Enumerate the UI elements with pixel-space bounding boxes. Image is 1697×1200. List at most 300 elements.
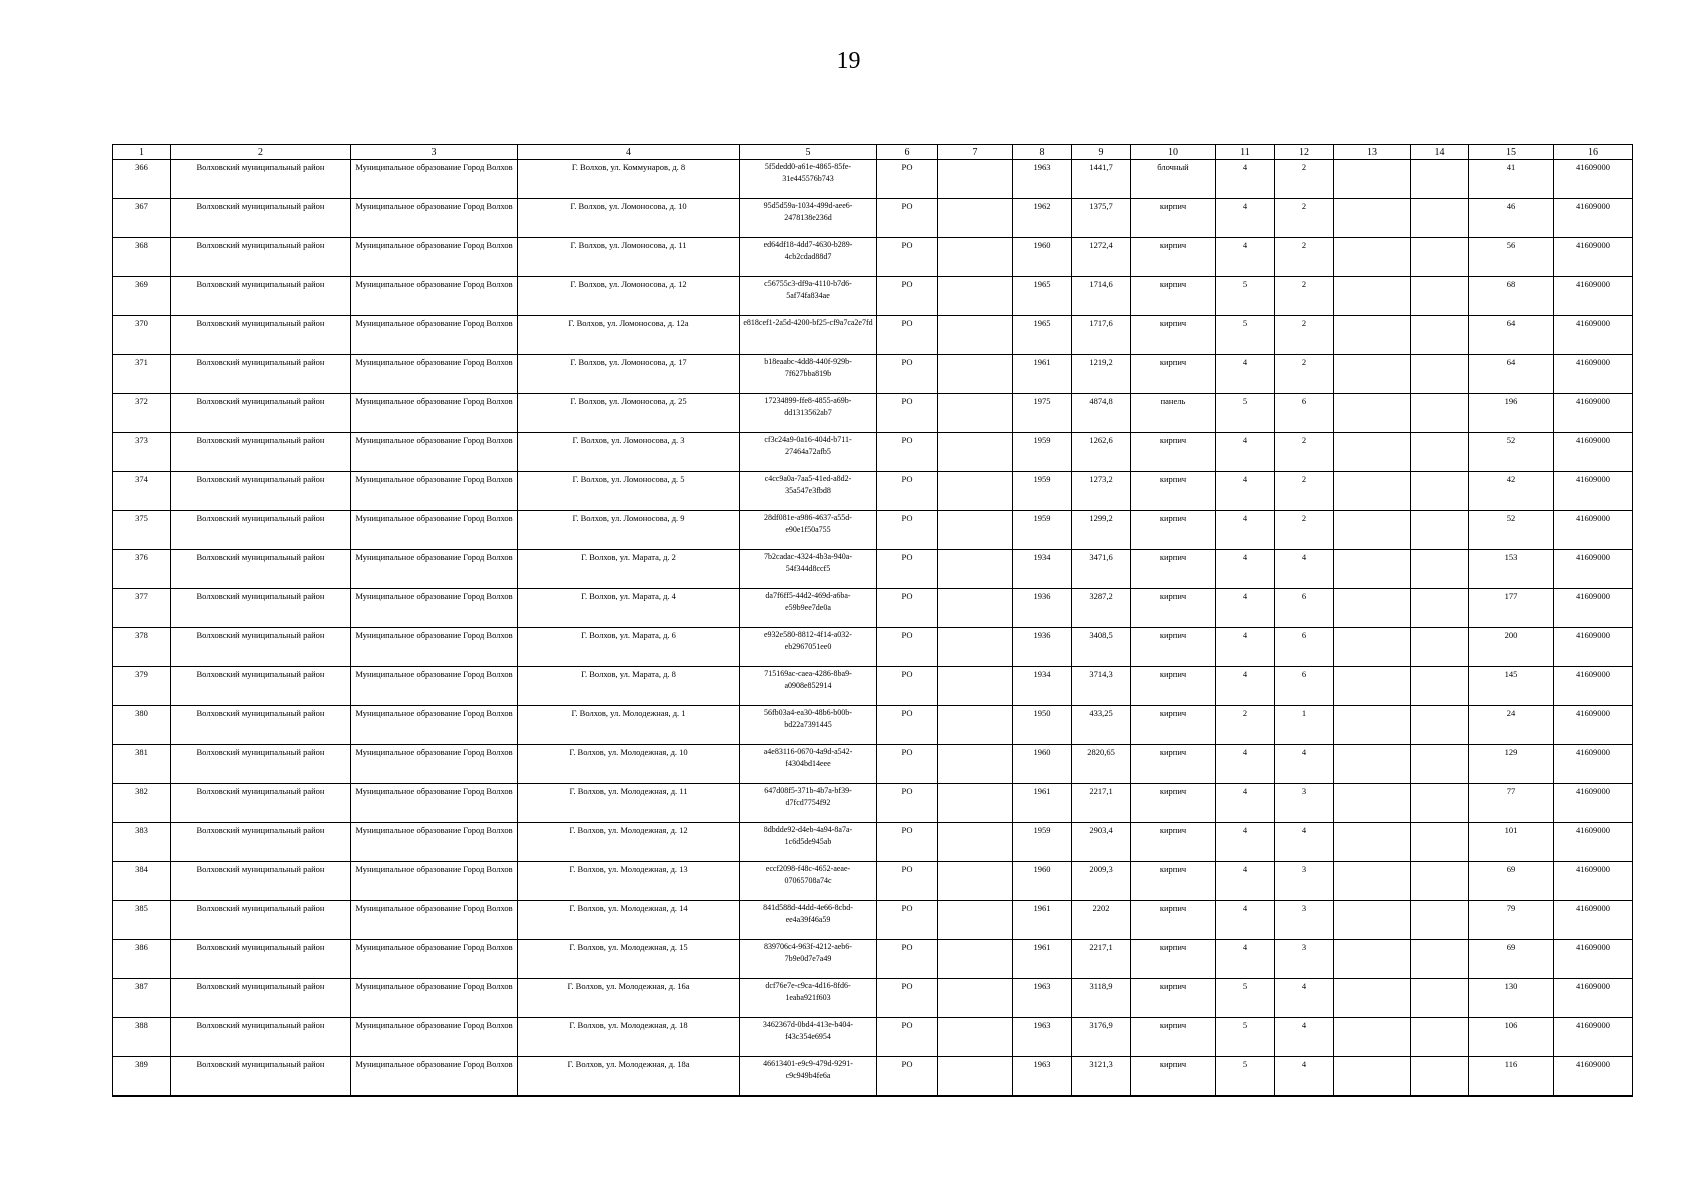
cell-wall-material: кирпич [1131, 277, 1216, 316]
cell-col-14 [1411, 823, 1469, 862]
cell-year-built: 1950 [1013, 706, 1072, 745]
cell-fund-type: РО [877, 862, 938, 901]
cell-oktmo-code: 41609000 [1554, 862, 1633, 901]
cell-object-guid: b18eaabc-4dd8-440f-929b-7f627bba819b [740, 355, 877, 394]
cell-col-14 [1411, 394, 1469, 433]
cell-year-built: 1961 [1013, 940, 1072, 979]
cell-fund-type: РО [877, 550, 938, 589]
cell-district: Волховский муниципальный район [171, 1018, 351, 1057]
cell-year-built: 1963 [1013, 160, 1072, 199]
table-row [113, 472, 1633, 511]
column-header-col-7: 7 [938, 145, 1013, 160]
cell-col-13 [1334, 277, 1411, 316]
cell-entrances: 2 [1275, 277, 1334, 316]
cell-col-14 [1411, 550, 1469, 589]
column-header-col-13: 13 [1334, 145, 1411, 160]
cell-municipality: Муниципальное образование Город Волхов [351, 979, 518, 1018]
cell-area: 1262,6 [1072, 433, 1131, 472]
cell-entrances: 3 [1275, 940, 1334, 979]
cell-floors: 4 [1216, 589, 1275, 628]
cell-oktmo-code: 41609000 [1554, 511, 1633, 550]
cell-address: Г. Волхов, ул. Марата, д. 4 [518, 589, 740, 628]
cell-district: Волховский муниципальный район [171, 1057, 351, 1097]
cell-entrances: 4 [1275, 550, 1334, 589]
table-row [113, 277, 1633, 316]
cell-address: Г. Волхов, ул. Ломоносова, д. 5 [518, 472, 740, 511]
table-row [113, 667, 1633, 706]
cell-col-7 [938, 511, 1013, 550]
cell-row-number: 376 [113, 550, 171, 589]
cell-entrances: 3 [1275, 901, 1334, 940]
cell-area: 2217,1 [1072, 784, 1131, 823]
cell-district: Волховский муниципальный район [171, 589, 351, 628]
cell-year-built: 1959 [1013, 511, 1072, 550]
table-row [113, 745, 1633, 784]
cell-col-14 [1411, 160, 1469, 199]
cell-wall-material: кирпич [1131, 1018, 1216, 1057]
cell-floors: 4 [1216, 745, 1275, 784]
cell-district: Волховский муниципальный район [171, 472, 351, 511]
cell-area: 2903,4 [1072, 823, 1131, 862]
cell-address: Г. Волхов, ул. Марата, д. 6 [518, 628, 740, 667]
cell-floors: 4 [1216, 472, 1275, 511]
cell-col-14 [1411, 589, 1469, 628]
cell-floors: 4 [1216, 160, 1275, 199]
cell-row-number: 370 [113, 316, 171, 355]
cell-wall-material: кирпич [1131, 901, 1216, 940]
cell-col-14 [1411, 472, 1469, 511]
cell-address: Г. Волхов, ул. Молодежная, д. 18 [518, 1018, 740, 1057]
cell-floors: 4 [1216, 628, 1275, 667]
cell-year-built: 1963 [1013, 979, 1072, 1018]
cell-floors: 4 [1216, 355, 1275, 394]
cell-floors: 4 [1216, 667, 1275, 706]
cell-col-13 [1334, 511, 1411, 550]
cell-district: Волховский муниципальный район [171, 667, 351, 706]
cell-area: 2217,1 [1072, 940, 1131, 979]
cell-floors: 4 [1216, 784, 1275, 823]
cell-area: 1717,6 [1072, 316, 1131, 355]
cell-row-number: 368 [113, 238, 171, 277]
cell-fund-type: РО [877, 667, 938, 706]
cell-entrances: 6 [1275, 589, 1334, 628]
cell-col-13 [1334, 823, 1411, 862]
cell-col-13 [1334, 160, 1411, 199]
cell-municipality: Муниципальное образование Город Волхов [351, 862, 518, 901]
cell-year-built: 1961 [1013, 784, 1072, 823]
column-header-fund-type: 6 [877, 145, 938, 160]
cell-address: Г. Волхов, ул. Молодежная, д. 18а [518, 1057, 740, 1097]
cell-area: 2009,3 [1072, 862, 1131, 901]
cell-district: Волховский муниципальный район [171, 277, 351, 316]
cell-area: 1272,4 [1072, 238, 1131, 277]
cell-apartments: 46 [1469, 199, 1554, 238]
cell-entrances: 4 [1275, 745, 1334, 784]
cell-municipality: Муниципальное образование Город Волхов [351, 706, 518, 745]
cell-row-number: 372 [113, 394, 171, 433]
cell-year-built: 1959 [1013, 472, 1072, 511]
cell-row-number: 375 [113, 511, 171, 550]
cell-fund-type: РО [877, 979, 938, 1018]
cell-wall-material: блочный [1131, 160, 1216, 199]
cell-row-number: 385 [113, 901, 171, 940]
cell-entrances: 3 [1275, 784, 1334, 823]
cell-col-13 [1334, 589, 1411, 628]
cell-floors: 4 [1216, 823, 1275, 862]
cell-object-guid: 5f5dedd0-a61e-4865-85fe-31e445576b743 [740, 160, 877, 199]
column-header-apartments: 15 [1469, 145, 1554, 160]
cell-col-14 [1411, 784, 1469, 823]
cell-col-14 [1411, 199, 1469, 238]
cell-floors: 5 [1216, 316, 1275, 355]
cell-col-14 [1411, 355, 1469, 394]
cell-district: Волховский муниципальный район [171, 355, 351, 394]
cell-apartments: 196 [1469, 394, 1554, 433]
cell-address: Г. Волхов, ул. Ломоносова, д. 25 [518, 394, 740, 433]
cell-municipality: Муниципальное образование Город Волхов [351, 550, 518, 589]
cell-col-7 [938, 745, 1013, 784]
cell-fund-type: РО [877, 745, 938, 784]
column-header-oktmo-code: 16 [1554, 145, 1633, 160]
cell-col-7 [938, 901, 1013, 940]
cell-area: 4874,8 [1072, 394, 1131, 433]
cell-col-13 [1334, 901, 1411, 940]
cell-district: Волховский муниципальный район [171, 238, 351, 277]
cell-entrances: 3 [1275, 862, 1334, 901]
table-row [113, 901, 1633, 940]
cell-year-built: 1936 [1013, 628, 1072, 667]
cell-apartments: 52 [1469, 433, 1554, 472]
cell-municipality: Муниципальное образование Город Волхов [351, 472, 518, 511]
column-header-area: 9 [1072, 145, 1131, 160]
column-header-municipality: 3 [351, 145, 518, 160]
cell-row-number: 387 [113, 979, 171, 1018]
column-header-floors: 11 [1216, 145, 1275, 160]
cell-col-13 [1334, 940, 1411, 979]
cell-year-built: 1963 [1013, 1018, 1072, 1057]
table-row [113, 550, 1633, 589]
cell-object-guid: 715169ac-caea-4286-8ba9-a0908e852914 [740, 667, 877, 706]
cell-row-number: 379 [113, 667, 171, 706]
cell-district: Волховский муниципальный район [171, 979, 351, 1018]
cell-wall-material: кирпич [1131, 784, 1216, 823]
cell-fund-type: РО [877, 238, 938, 277]
cell-entrances: 6 [1275, 628, 1334, 667]
cell-fund-type: РО [877, 160, 938, 199]
cell-entrances: 6 [1275, 667, 1334, 706]
cell-object-guid: 17234899-ffe8-4855-a69b-dd1313562ab7 [740, 394, 877, 433]
cell-row-number: 384 [113, 862, 171, 901]
cell-floors: 4 [1216, 511, 1275, 550]
cell-row-number: 373 [113, 433, 171, 472]
cell-object-guid: 56fb03a4-ea30-48b6-b00b-bd22a7391445 [740, 706, 877, 745]
cell-object-guid: a4e83116-0670-4a9d-a542-f4304bd14eee [740, 745, 877, 784]
cell-fund-type: РО [877, 511, 938, 550]
cell-area: 1219,2 [1072, 355, 1131, 394]
cell-object-guid: 8dbdde92-d4eb-4a94-8a7a-1c6d5de945ab [740, 823, 877, 862]
cell-object-guid: 3462367d-0bd4-413e-b404-f43c354e6954 [740, 1018, 877, 1057]
column-header-district: 2 [171, 145, 351, 160]
cell-wall-material: кирпич [1131, 472, 1216, 511]
table-row [113, 940, 1633, 979]
cell-col-7 [938, 979, 1013, 1018]
cell-address: Г. Волхов, ул. Ломоносова, д. 3 [518, 433, 740, 472]
cell-apartments: 177 [1469, 589, 1554, 628]
cell-oktmo-code: 41609000 [1554, 550, 1633, 589]
cell-object-guid: 841d588d-44dd-4e66-8cbd-ee4a39f46a59 [740, 901, 877, 940]
cell-object-guid: c4cc9a0a-7aa5-41ed-a8d2-35a547e3fbd8 [740, 472, 877, 511]
cell-col-14 [1411, 1018, 1469, 1057]
cell-wall-material: кирпич [1131, 550, 1216, 589]
cell-municipality: Муниципальное образование Город Волхов [351, 628, 518, 667]
cell-wall-material: кирпич [1131, 1057, 1216, 1097]
cell-col-13 [1334, 550, 1411, 589]
cell-oktmo-code: 41609000 [1554, 355, 1633, 394]
cell-col-14 [1411, 316, 1469, 355]
column-header-row-number: 1 [113, 145, 171, 160]
cell-col-7 [938, 940, 1013, 979]
cell-oktmo-code: 41609000 [1554, 160, 1633, 199]
cell-wall-material: панель [1131, 394, 1216, 433]
cell-apartments: 130 [1469, 979, 1554, 1018]
table-row [113, 160, 1633, 199]
cell-apartments: 129 [1469, 745, 1554, 784]
cell-fund-type: РО [877, 1057, 938, 1097]
table-row [113, 238, 1633, 277]
cell-floors: 4 [1216, 862, 1275, 901]
table-row [113, 199, 1633, 238]
cell-col-14 [1411, 277, 1469, 316]
cell-municipality: Муниципальное образование Город Волхов [351, 394, 518, 433]
cell-district: Волховский муниципальный район [171, 628, 351, 667]
cell-object-guid: e818cef1-2a5d-4200-bf25-cf9a7ca2e7fd [740, 316, 877, 355]
cell-col-7 [938, 706, 1013, 745]
cell-col-7 [938, 355, 1013, 394]
cell-col-7 [938, 238, 1013, 277]
cell-fund-type: РО [877, 316, 938, 355]
cell-apartments: 68 [1469, 277, 1554, 316]
cell-floors: 4 [1216, 901, 1275, 940]
cell-floors: 5 [1216, 277, 1275, 316]
cell-district: Волховский муниципальный район [171, 706, 351, 745]
column-header-wall-material: 10 [1131, 145, 1216, 160]
table-row [113, 823, 1633, 862]
cell-col-7 [938, 160, 1013, 199]
cell-col-14 [1411, 940, 1469, 979]
cell-object-guid: e932e580-8812-4f14-a032-eb2967051ee0 [740, 628, 877, 667]
cell-year-built: 1960 [1013, 238, 1072, 277]
cell-fund-type: РО [877, 199, 938, 238]
cell-municipality: Муниципальное образование Город Волхов [351, 433, 518, 472]
cell-address: Г. Волхов, ул. Молодежная, д. 14 [518, 901, 740, 940]
cell-oktmo-code: 41609000 [1554, 784, 1633, 823]
cell-object-guid: da7f6ff5-44d2-469d-a6ba-e59b9ee7de0a [740, 589, 877, 628]
cell-district: Волховский муниципальный район [171, 199, 351, 238]
column-header-entrances: 12 [1275, 145, 1334, 160]
cell-year-built: 1959 [1013, 433, 1072, 472]
cell-apartments: 69 [1469, 862, 1554, 901]
cell-entrances: 4 [1275, 979, 1334, 1018]
cell-col-14 [1411, 706, 1469, 745]
cell-wall-material: кирпич [1131, 706, 1216, 745]
cell-municipality: Муниципальное образование Город Волхов [351, 160, 518, 199]
cell-municipality: Муниципальное образование Город Волхов [351, 316, 518, 355]
cell-col-13 [1334, 238, 1411, 277]
cell-floors: 4 [1216, 433, 1275, 472]
cell-municipality: Муниципальное образование Город Волхов [351, 199, 518, 238]
cell-apartments: 64 [1469, 316, 1554, 355]
cell-wall-material: кирпич [1131, 589, 1216, 628]
table-row [113, 511, 1633, 550]
cell-municipality: Муниципальное образование Город Волхов [351, 667, 518, 706]
cell-oktmo-code: 41609000 [1554, 940, 1633, 979]
table-row [113, 706, 1633, 745]
cell-wall-material: кирпич [1131, 316, 1216, 355]
cell-col-14 [1411, 667, 1469, 706]
cell-oktmo-code: 41609000 [1554, 316, 1633, 355]
cell-row-number: 377 [113, 589, 171, 628]
cell-row-number: 366 [113, 160, 171, 199]
cell-col-7 [938, 550, 1013, 589]
cell-wall-material: кирпич [1131, 199, 1216, 238]
cell-fund-type: РО [877, 394, 938, 433]
cell-apartments: 64 [1469, 355, 1554, 394]
cell-col-7 [938, 199, 1013, 238]
cell-fund-type: РО [877, 823, 938, 862]
cell-row-number: 369 [113, 277, 171, 316]
cell-apartments: 200 [1469, 628, 1554, 667]
cell-year-built: 1960 [1013, 745, 1072, 784]
cell-object-guid: dcf76e7e-c9ca-4d16-8fd6-1eaba921f603 [740, 979, 877, 1018]
cell-row-number: 389 [113, 1057, 171, 1097]
cell-col-7 [938, 277, 1013, 316]
cell-municipality: Муниципальное образование Город Волхов [351, 238, 518, 277]
cell-entrances: 4 [1275, 1018, 1334, 1057]
cell-address: Г. Волхов, ул. Молодежная, д. 1 [518, 706, 740, 745]
cell-col-13 [1334, 628, 1411, 667]
cell-col-13 [1334, 394, 1411, 433]
cell-object-guid: eccf2098-f48c-4652-aeae-07065708a74c [740, 862, 877, 901]
page-number: 19 [836, 48, 861, 74]
cell-oktmo-code: 41609000 [1554, 472, 1633, 511]
cell-oktmo-code: 41609000 [1554, 706, 1633, 745]
cell-area: 3471,6 [1072, 550, 1131, 589]
cell-floors: 4 [1216, 940, 1275, 979]
cell-municipality: Муниципальное образование Город Волхов [351, 589, 518, 628]
table-row [113, 862, 1633, 901]
cell-wall-material: кирпич [1131, 745, 1216, 784]
cell-wall-material: кирпич [1131, 238, 1216, 277]
cell-oktmo-code: 41609000 [1554, 667, 1633, 706]
cell-municipality: Муниципальное образование Город Волхов [351, 784, 518, 823]
cell-address: Г. Волхов, ул. Молодежная, д. 11 [518, 784, 740, 823]
cell-entrances: 1 [1275, 706, 1334, 745]
cell-year-built: 1975 [1013, 394, 1072, 433]
cell-col-13 [1334, 433, 1411, 472]
cell-floors: 5 [1216, 979, 1275, 1018]
cell-area: 433,25 [1072, 706, 1131, 745]
cell-col-13 [1334, 355, 1411, 394]
cell-object-guid: 839706c4-963f-4212-aeb6-7b9e0d7e7a49 [740, 940, 877, 979]
cell-municipality: Муниципальное образование Город Волхов [351, 277, 518, 316]
cell-district: Волховский муниципальный район [171, 433, 351, 472]
cell-year-built: 1961 [1013, 901, 1072, 940]
cell-col-14 [1411, 979, 1469, 1018]
cell-col-13 [1334, 199, 1411, 238]
cell-row-number: 383 [113, 823, 171, 862]
cell-district: Волховский муниципальный район [171, 550, 351, 589]
cell-wall-material: кирпич [1131, 433, 1216, 472]
cell-col-13 [1334, 979, 1411, 1018]
cell-oktmo-code: 41609000 [1554, 745, 1633, 784]
cell-address: Г. Волхов, ул. Ломоносова, д. 11 [518, 238, 740, 277]
cell-address: Г. Волхов, ул. Ломоносова, д. 12 [518, 277, 740, 316]
cell-col-13 [1334, 1018, 1411, 1057]
cell-object-guid: cf3c24a9-0a16-404d-b711-27464a72afb5 [740, 433, 877, 472]
cell-object-guid: c56755c3-df9a-4110-b7d6-5af74fa834ae [740, 277, 877, 316]
cell-col-7 [938, 862, 1013, 901]
cell-col-13 [1334, 706, 1411, 745]
cell-floors: 5 [1216, 1018, 1275, 1057]
column-header-address: 4 [518, 145, 740, 160]
cell-wall-material: кирпич [1131, 628, 1216, 667]
cell-area: 2820,65 [1072, 745, 1131, 784]
cell-col-7 [938, 823, 1013, 862]
cell-year-built: 1936 [1013, 589, 1072, 628]
cell-oktmo-code: 41609000 [1554, 238, 1633, 277]
table-row [113, 784, 1633, 823]
table-row [113, 1057, 1633, 1097]
cell-row-number: 386 [113, 940, 171, 979]
cell-apartments: 77 [1469, 784, 1554, 823]
cell-district: Волховский муниципальный район [171, 160, 351, 199]
cell-object-guid: 95d5d59a-1034-499d-aee6-2478138e236d [740, 199, 877, 238]
cell-fund-type: РО [877, 784, 938, 823]
cell-fund-type: РО [877, 901, 938, 940]
cell-district: Волховский муниципальный район [171, 862, 351, 901]
cell-col-7 [938, 589, 1013, 628]
cell-address: Г. Волхов, ул. Молодежная, д. 16а [518, 979, 740, 1018]
cell-object-guid: 46613401-e9c9-479d-9291-c9c949b4fe6a [740, 1057, 877, 1097]
cell-area: 3714,3 [1072, 667, 1131, 706]
cell-year-built: 1962 [1013, 199, 1072, 238]
cell-area: 1299,2 [1072, 511, 1131, 550]
cell-address: Г. Волхов, ул. Марата, д. 8 [518, 667, 740, 706]
cell-area: 3176,9 [1072, 1018, 1131, 1057]
cell-object-guid: 647d08f5-371b-4b7a-bf39-d7fcd7754f92 [740, 784, 877, 823]
cell-fund-type: РО [877, 628, 938, 667]
cell-oktmo-code: 41609000 [1554, 628, 1633, 667]
cell-oktmo-code: 41609000 [1554, 433, 1633, 472]
cell-year-built: 1934 [1013, 667, 1072, 706]
cell-entrances: 4 [1275, 823, 1334, 862]
cell-object-guid: 28df081e-a986-4637-a55d-e90e1f50a755 [740, 511, 877, 550]
cell-col-13 [1334, 745, 1411, 784]
column-header-col-14: 14 [1411, 145, 1469, 160]
cell-col-7 [938, 316, 1013, 355]
cell-address: Г. Волхов, ул. Молодежная, д. 12 [518, 823, 740, 862]
cell-col-13 [1334, 667, 1411, 706]
cell-year-built: 1960 [1013, 862, 1072, 901]
cell-address: Г. Волхов, ул. Ломоносова, д. 17 [518, 355, 740, 394]
cell-apartments: 41 [1469, 160, 1554, 199]
cell-oktmo-code: 41609000 [1554, 589, 1633, 628]
table-row [113, 628, 1633, 667]
cell-col-13 [1334, 784, 1411, 823]
cell-row-number: 367 [113, 199, 171, 238]
cell-address: Г. Волхов, ул. Ломоносова, д. 9 [518, 511, 740, 550]
cell-municipality: Муниципальное образование Город Волхов [351, 745, 518, 784]
